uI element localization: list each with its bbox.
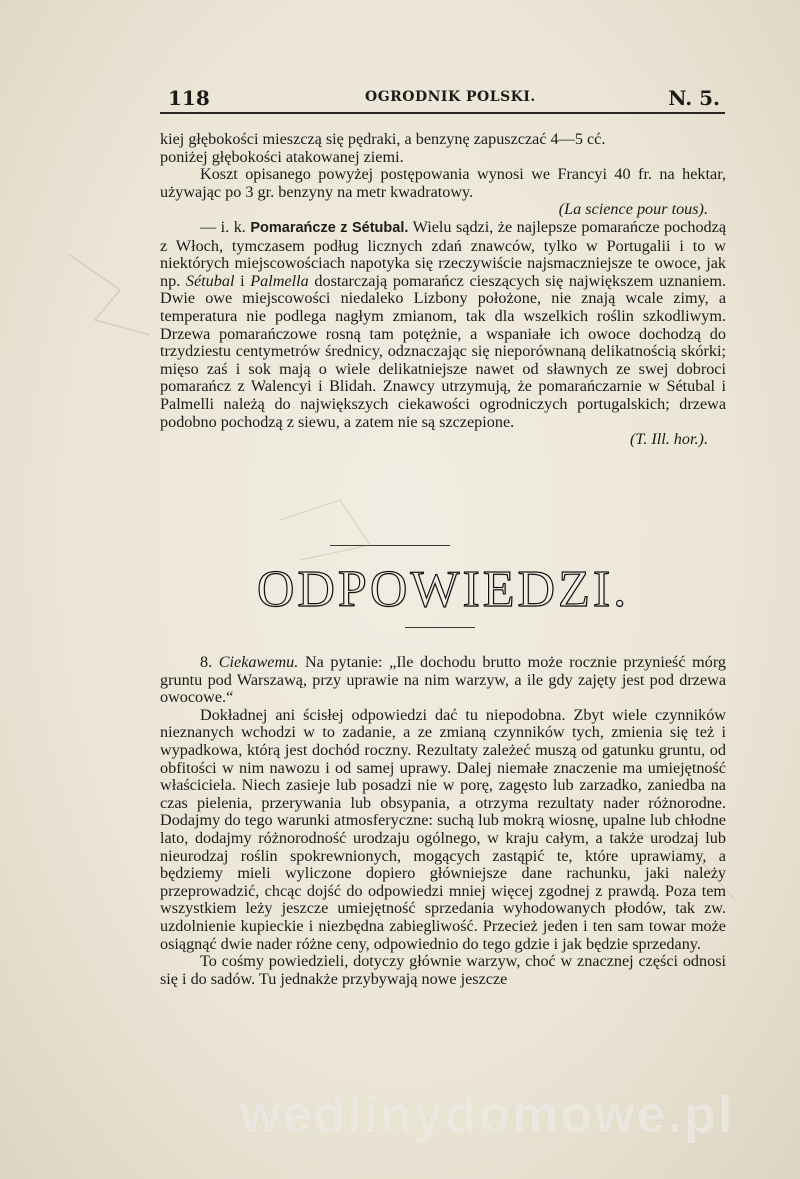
- place-setubal: Sétubal: [185, 271, 235, 290]
- source-citation: (La science pour tous).: [558, 200, 708, 219]
- section-heading: ODPOWIEDZI.: [256, 561, 630, 618]
- separator-rule: [330, 545, 450, 546]
- source-citation: (T. Ill. hor.).: [630, 430, 708, 449]
- watermark: wedlinydomowe.pl: [240, 1086, 735, 1144]
- answer-paragraph: Dokładnej ani ścisłej odpowiedzi dać tu niepodobna. Zbyt wiele czynników nieznanych wchodzi w to zadanie, a ze zmianą czynników tych, zmienia się też i wypadkowa, którą jest dochód roczny. Rezultaty zależeć muszą od gatunku gruntu, od obfitości w nim nawozu i od samej uprawy. Dalej niemałe znaczenie ma umiejętność właściciela. Niech zasieje lub posadzi nie w porę, zagęsto lub zarzadko, zaniedba na czas pielenia, przerywania lub obsypania, a otrzyma rezultaty nader różnorodne. Dodajmy do tego warunki atmosferyczne: suchą lub mokrą wiosnę, upalne lub chłodne lato, dodajmy różnorodność urodzaju ogólnego, w kraju całym, a także urodzaj lub nieurodzaj roślin spokrewnionych, mogących zastąpić te, które uprawiamy, a będziemy mieli wyliczone dopiero główniejsze dane rachunku, jaki należy przeprowadzić, chcąc dojść do odpowiedzi mniej więcej zgodnej z prawdą. Poza tem wszystkiem leży jeszcze umiejętność sprzedania wyhodowanych płodów, tak zw. uzdolnienie kupieckie i niezbędna zabiegliwość. Przecież jeden i ten sam towar może osiągnąć dwie nader różne ceny, odpowiednio do tego gdzie i jak będzie sprzedany.: [160, 705, 726, 953]
- article-title: Pomarańcze z Sétubal.: [250, 219, 409, 236]
- text-line: kiej głębokości mieszczą się pędraki, a benzynę zapuszczać 4—5 cć.: [160, 130, 606, 148]
- separator-rule: [405, 627, 475, 628]
- running-title: OGRODNIK POLSKI.: [365, 89, 536, 105]
- page-number: 118: [168, 86, 210, 110]
- text-line: poniżej głębokości atakowanej ziemi.: [160, 147, 404, 166]
- answers-block: [160, 654, 726, 988]
- answer-paragraph: To cośmy powiedzieli, dotyczy głównie warzyw, choć w znacznej części odnosi się i do sadów. Tu jednakże przybywają nowe jeszcze: [160, 952, 726, 988]
- page-header: [160, 86, 720, 112]
- article-block: [160, 131, 726, 449]
- answer-number: 8.: [200, 653, 213, 671]
- header-rule: [160, 112, 725, 114]
- cost-paragraph: Koszt opisanego powyżej postępowania wynosi we Francyi 40 fr. na hektar, używając po 3 gr. benzyny na metr kwadratowy.: [160, 165, 726, 201]
- answer-addressee: Ciekawemu.: [218, 653, 299, 671]
- answer-paragraph: 8. Ciekawemu. Na pytanie: „Ile dochodu brutto może rocznie przynieść mórg gruntu pod Warszawą, przy uprawie na nim warzyw, a ile gdy zajęty jest pod drzewa owocowe.“: [160, 653, 727, 707]
- author-initials: — i. k.: [200, 217, 246, 236]
- oranges-paragraph: — i. k. Pomarańcze z Sétubal. Wielu sądzi, że najlepsze pomarańcze pochodzą z Włoch, tymczasem podług licznych zdań znawców, tylko w Portugalii i to w niektórych miejscowościach napotyka się rzeczywiście najsmaczniejsze te owoce, jak np. Sétubal i Palmella dostarczają pomarańcz cieszących się największem uznaniem. Dwie owe miejscowości niedaleko Lizbony położone, nie znają wcale zimy, a temperatura nie podlega nagłym zmianom, tak dla wszelkich roślin szkodliwym. Drzewa pomarańczowe rosną tam potężnie, a wspaniałe ich owoce dochodzą do trzydziestu centymetrów średnicy, odznaczając się nieporównaną delikatnością skórki; mięso zaś i sok mają o wiele delikatniejsze nawet od sławnych ze swej dobroci pomarańcz z Walencyi i Blidah. Znawcy utrzymują, że pomarańczarnie w Sétubal i Palmelli należą do największych ciekawości ogrodniczych portugalskich; drzewa podobno pochodzą z siewu, a zatem nie są szczepione.: [160, 217, 727, 431]
- place-palmella: Palmella: [250, 271, 309, 290]
- issue-number: N. 5.: [668, 86, 720, 110]
